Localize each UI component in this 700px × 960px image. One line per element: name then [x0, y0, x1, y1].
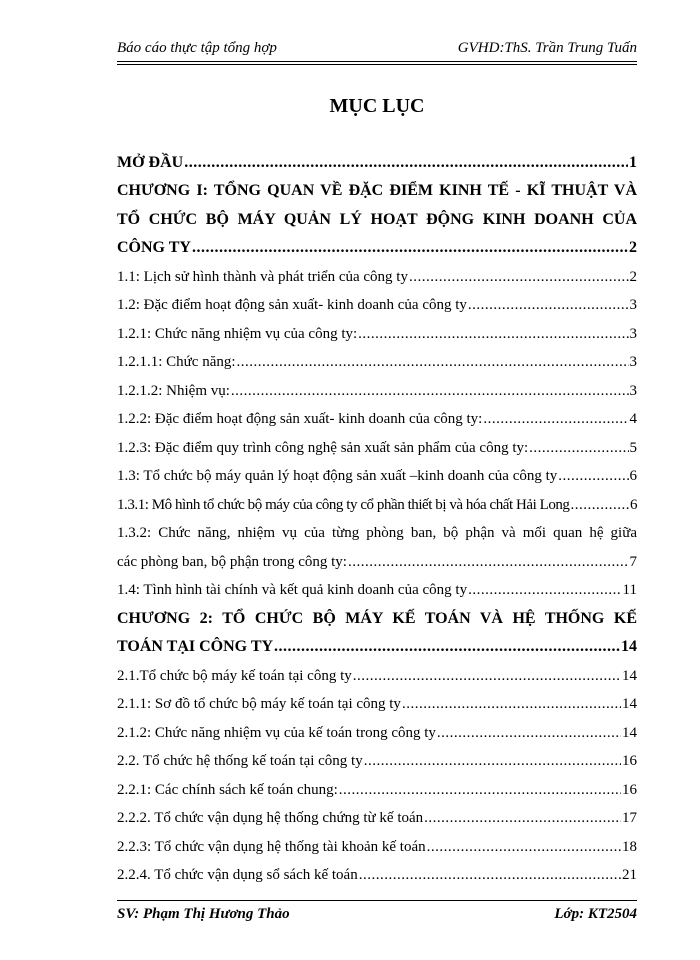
toc-entry[interactable]: [117, 661, 637, 690]
table-of-contents: [117, 148, 637, 889]
toc-leader: [359, 867, 621, 884]
toc-leader: [427, 839, 621, 856]
toc-leader: [184, 154, 628, 172]
toc-entry-text: 1.4: Tình hình tài chính và kết quả kinh doanh của công ty: [117, 582, 468, 598]
toc-page-number: 17: [622, 810, 637, 826]
toc-entry[interactable]: [117, 718, 637, 747]
toc-entry-text: 1.3: Tổ chức bộ máy quản lý hoạt động sản xuất –kinh doanh của công ty: [117, 468, 558, 484]
toc-entry-text: 1.2.2: Đặc điểm hoạt động sản xuất- kinh doanh của công ty:: [117, 411, 483, 427]
toc-page-number: 11: [622, 582, 637, 598]
toc-page-number: 3: [629, 382, 637, 399]
toc-leader: [437, 725, 621, 742]
toc-entry-text: 1.2.1: Chức năng nhiệm vụ của công ty:: [117, 325, 358, 342]
header-rule: [117, 61, 637, 62]
toc-leader: [353, 668, 621, 685]
toc-leader: [529, 440, 628, 457]
toc-leader: [339, 782, 621, 799]
page-footer: [117, 903, 637, 925]
toc-leader: [348, 554, 629, 571]
toc-leader: [483, 411, 628, 428]
toc-entry[interactable]: [117, 519, 637, 548]
toc-entry-text: 1.2.1.1: Chức năng:: [117, 354, 236, 370]
toc-page-number: 21: [622, 867, 637, 883]
footer-rule: [117, 900, 637, 901]
toc-page-number: 18: [622, 838, 637, 855]
toc-leader: [192, 239, 628, 257]
toc-leader: [358, 326, 628, 343]
toc-entry-text: 2.2.1: Các chính sách kế toán chung:: [117, 781, 338, 798]
toc-entry-text: 1.3.2: Chức năng, nhiệm vụ của từng phòng ban, bộ phận và mối quan hệ giữa: [117, 525, 637, 541]
toc-entry-text: CHƯƠNG I: TỔNG QUAN VỀ ĐẶC ĐIỂM KINH TẾ - KĨ THUẬT VÀ: [117, 182, 637, 199]
toc-leader: [409, 269, 629, 286]
toc-entry[interactable]: [117, 319, 637, 348]
toc-leader: [274, 638, 620, 656]
toc-entry[interactable]: [117, 462, 637, 491]
toc-entry[interactable]: [117, 177, 637, 206]
footer-class-code: Lớp: KT2504: [554, 906, 637, 922]
toc-page-number: 16: [622, 753, 637, 769]
header-rule-double: [117, 64, 637, 65]
toc-entry-text: 1.1: Lịch sử hình thành và phát triển của công ty: [117, 268, 408, 285]
toc-page-number: 7: [629, 553, 637, 570]
toc-entry-text: 2.2. Tổ chức hệ thống kế toán tại công ty: [117, 753, 363, 769]
toc-entry[interactable]: [117, 604, 637, 633]
toc-entry[interactable]: [117, 576, 637, 605]
toc-entry[interactable]: [117, 433, 637, 462]
toc-leader: [468, 582, 621, 599]
toc-entry-text: 2.1.Tổ chức bộ máy kế toán tại công ty: [117, 667, 352, 684]
toc-entry-text: 1.3.1: Mô hình tổ chức bộ máy của công ty cổ phần thiết bị và hóa chất Hải Long: [117, 496, 570, 513]
toc-leader: [558, 468, 628, 485]
toc-entry-text: 2.2.2. Tổ chức vận dụng hệ thống chứng từ kế toán: [117, 810, 424, 826]
toc-page-number: 6: [629, 496, 637, 513]
toc-page-number: 14: [621, 638, 637, 655]
toc-leader: [364, 753, 621, 770]
toc-page-number: 2: [629, 268, 637, 285]
toc-entry-text: 2.1.1: Sơ đồ tổ chức bộ máy kế toán tại công ty: [117, 696, 401, 712]
footer-student-name: SV: Phạm Thị Hương Thảo: [117, 906, 290, 922]
page-header: [117, 38, 637, 60]
toc-entry[interactable]: [117, 861, 637, 890]
toc-entry[interactable]: [117, 804, 637, 833]
toc-entry-continuation[interactable]: [117, 547, 637, 576]
toc-entry[interactable]: [117, 405, 637, 434]
toc-entry[interactable]: [117, 775, 637, 804]
toc-entry-continuation[interactable]: [117, 234, 637, 263]
toc-entry[interactable]: [117, 376, 637, 405]
toc-page-number: 16: [622, 781, 637, 798]
toc-entry-text: TOÁN TẠI CÔNG TY: [117, 638, 274, 655]
header-report-title: Báo cáo thực tập tổng hợp: [117, 40, 277, 56]
toc-entry-text: 2.2.3: Tổ chức vận dụng hệ thống tài khoản kế toán: [117, 838, 426, 855]
toc-page-number: 5: [629, 439, 637, 456]
toc-page-number: 3: [629, 354, 637, 370]
toc-entry-continuation[interactable]: [117, 633, 637, 662]
toc-entry[interactable]: [117, 262, 637, 291]
toc-page-number: 14: [622, 667, 637, 684]
toc-page-number: 14: [622, 696, 637, 712]
toc-entry[interactable]: [117, 348, 637, 377]
toc-page-number: 3: [629, 325, 637, 342]
toc-entry-text: 1.2.3: Đặc điểm quy trình công nghệ sản xuất sản phẩm của công ty:: [117, 439, 529, 456]
toc-entry[interactable]: [117, 148, 637, 177]
toc-entry[interactable]: [117, 690, 637, 719]
toc-leader: [570, 497, 628, 514]
toc-entry-text: 1.2.1.2: Nhiệm vụ:: [117, 382, 230, 399]
toc-entry[interactable]: [117, 291, 637, 320]
toc-page-number: 1: [629, 153, 637, 171]
toc-entry-text: TỔ CHỨC BỘ MÁY QUẢN LÝ HOẠT ĐỘNG KINH DOANH CỦA: [117, 210, 637, 228]
toc-entry[interactable]: [117, 747, 637, 776]
toc-leader: [468, 297, 629, 314]
toc-entry-text: CHƯƠNG 2: TỔ CHỨC BỘ MÁY KẾ TOÁN VÀ HỆ THỐNG KẾ: [117, 609, 637, 627]
toc-entry-text: 2.2.4. Tổ chức vận dụng sổ sách kế toán: [117, 867, 358, 883]
toc-leader: [237, 354, 629, 371]
toc-entry-text: 2.1.2: Chức năng nhiệm vụ của kế toán trong công ty: [117, 724, 436, 741]
toc-entry[interactable]: [117, 832, 637, 861]
toc-page-number: 14: [622, 724, 637, 741]
toc-leader: [231, 383, 629, 400]
toc-entry-text: CÔNG TY: [117, 239, 191, 256]
toc-page-number: 3: [629, 297, 637, 313]
toc-page-number: 4: [629, 411, 637, 427]
toc-leader: [424, 810, 621, 827]
toc-leader: [402, 696, 621, 713]
toc-entry[interactable]: [117, 490, 637, 519]
header-supervisor: GVHD:ThS. Trần Trung Tuấn: [457, 40, 637, 56]
toc-page-number: 6: [629, 468, 637, 484]
toc-entry-text: các phòng ban, bộ phận trong công ty:: [117, 553, 347, 570]
toc-entry-text: MỞ ĐẦU: [117, 153, 184, 171]
toc-page-number: 2: [629, 239, 637, 256]
page-title: MỤC LỤC: [329, 95, 425, 117]
toc-entry-text: 1.2: Đặc điểm hoạt động sản xuất- kinh doanh của công ty: [117, 297, 467, 313]
toc-entry-continuation[interactable]: [117, 205, 637, 234]
